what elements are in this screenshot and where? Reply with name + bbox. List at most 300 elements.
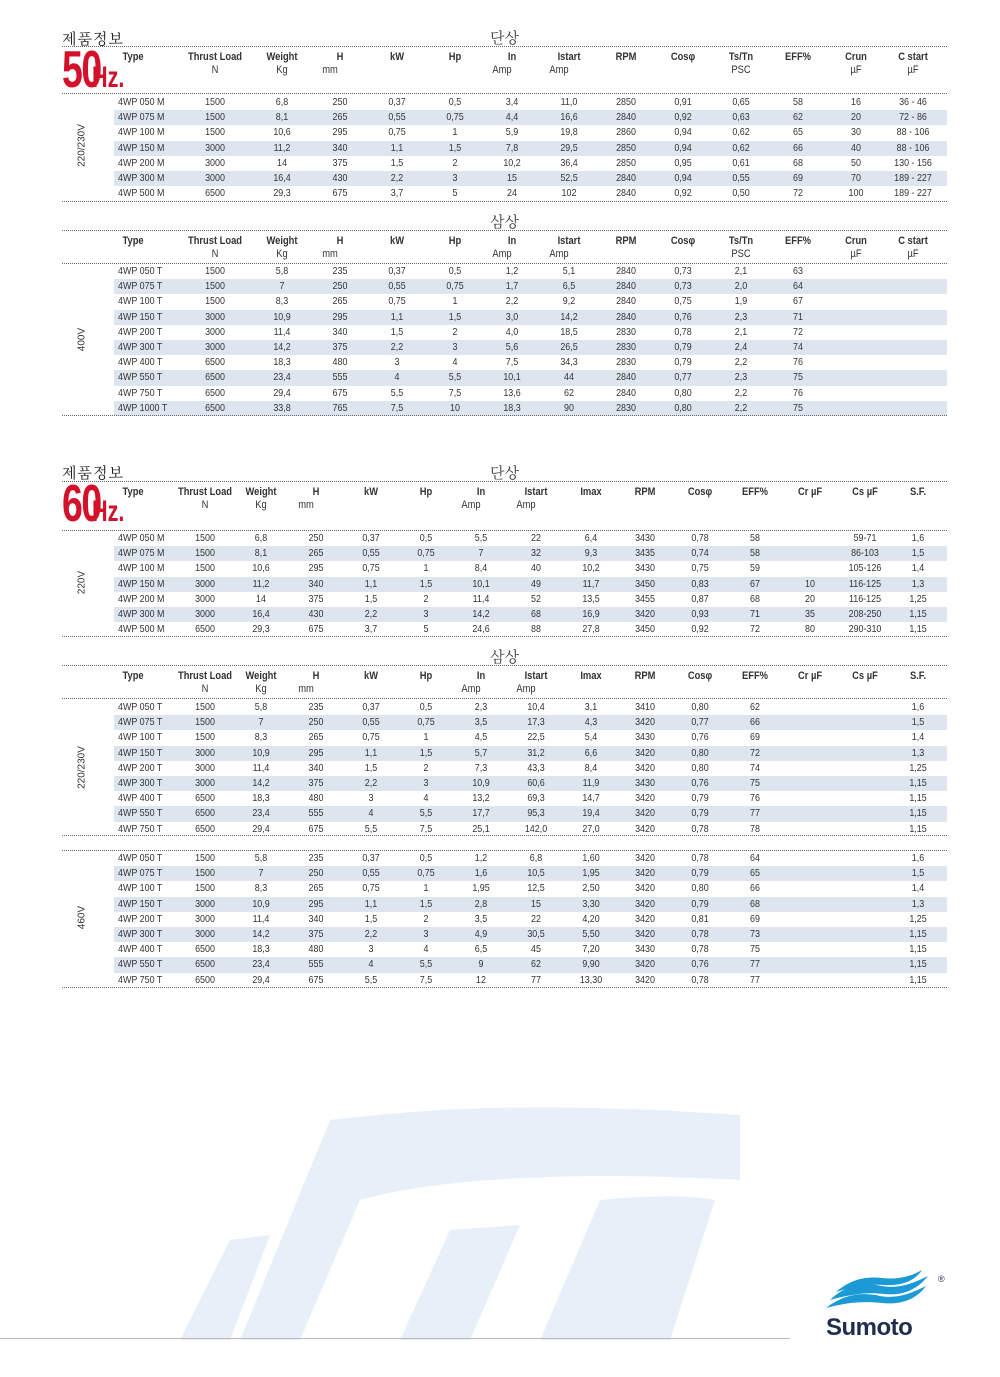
column-unit: Amp bbox=[492, 248, 512, 260]
column-header: kW bbox=[389, 51, 405, 63]
table-cell: 4WP 750 T bbox=[118, 822, 163, 835]
column-header: Type bbox=[122, 486, 144, 498]
table-cell: 22 bbox=[531, 532, 541, 544]
table-cell: 235 bbox=[332, 265, 348, 277]
table-cell: 1500 bbox=[195, 562, 215, 575]
table-cell: 5,5 bbox=[474, 532, 488, 544]
column-header: Istart bbox=[557, 51, 581, 63]
column-unit: Kg bbox=[255, 499, 267, 511]
table-cell: 44 bbox=[564, 371, 574, 384]
table-cell: 5,8 bbox=[275, 265, 289, 277]
column-header: H bbox=[336, 235, 344, 247]
table-cell: 2850 bbox=[616, 96, 636, 108]
table-cell: 14,2 bbox=[560, 310, 578, 323]
table-cell: 66 bbox=[793, 141, 803, 154]
table-cell: 0,78 bbox=[691, 928, 709, 940]
table-cell: 69,3 bbox=[527, 792, 545, 805]
table-cell: 59 bbox=[750, 562, 760, 575]
table-cell: 2,1 bbox=[734, 265, 748, 277]
table-cell: 10,2 bbox=[582, 562, 600, 575]
table-cell: 1,2 bbox=[474, 852, 488, 864]
column-header: Istart bbox=[524, 670, 548, 682]
column-header: Hp bbox=[419, 670, 433, 682]
table-cell: 10,1 bbox=[472, 577, 490, 590]
table-row bbox=[114, 141, 947, 156]
table-cell: 0,55 bbox=[388, 111, 406, 124]
column-header: Weight bbox=[266, 235, 298, 247]
table-cell: 1,9 bbox=[734, 295, 748, 308]
column-header: Crun bbox=[845, 235, 867, 247]
column-header: Cs µF bbox=[852, 670, 878, 682]
table-row bbox=[114, 851, 947, 866]
column-header: Imax bbox=[580, 486, 602, 498]
table-cell: 2 bbox=[423, 592, 429, 605]
table-cell: 208-250 bbox=[848, 608, 882, 620]
table-row bbox=[114, 171, 947, 186]
table-cell: 4WP 150 M bbox=[118, 577, 165, 590]
table-cell: 1,15 bbox=[909, 973, 927, 986]
table-cell: 675 bbox=[332, 187, 348, 200]
table-cell: 1,1 bbox=[390, 141, 404, 154]
table-row bbox=[114, 746, 947, 761]
table-cell: 0,75 bbox=[362, 731, 380, 744]
table-row bbox=[114, 310, 947, 325]
table-cell: 72 bbox=[750, 746, 760, 759]
table-cell: 265 bbox=[308, 547, 324, 560]
table-cell: 295 bbox=[332, 126, 348, 139]
table-cell: 7,5 bbox=[390, 401, 404, 414]
table-cell: 430 bbox=[332, 172, 348, 184]
table-cell: 0,76 bbox=[691, 958, 709, 971]
table-cell: 86-103 bbox=[851, 547, 879, 560]
table-cell: 59-71 bbox=[853, 532, 877, 544]
table-cell: 77 bbox=[750, 807, 760, 820]
table-cell: 1,15 bbox=[909, 792, 927, 805]
table-cell: 62 bbox=[793, 111, 803, 124]
table-cell: 265 bbox=[308, 882, 324, 895]
table-cell: 250 bbox=[332, 96, 348, 108]
table-cell: 1500 bbox=[195, 731, 215, 744]
table-row bbox=[114, 186, 947, 201]
table-cell: 3,5 bbox=[474, 716, 488, 729]
table-cell: 4WP 200 M bbox=[118, 592, 165, 605]
table-cell: 4,9 bbox=[474, 928, 488, 940]
table-cell: 1500 bbox=[195, 701, 215, 713]
table-cell: 375 bbox=[332, 341, 348, 353]
table-cell: 7,8 bbox=[505, 141, 519, 154]
table-cell: 0,5 bbox=[419, 532, 433, 544]
table-cell: 40 bbox=[531, 562, 541, 575]
table-cell: 30 bbox=[851, 126, 861, 139]
table-cell: 74 bbox=[793, 341, 803, 353]
table-cell: 0,5 bbox=[448, 96, 462, 108]
table-cell: 295 bbox=[308, 562, 324, 575]
table-cell: 5,4 bbox=[584, 731, 598, 744]
table-cell: 0,94 bbox=[674, 172, 692, 184]
table-cell: 3420 bbox=[635, 807, 655, 820]
column-unit: PSC bbox=[731, 248, 751, 260]
table-cell: 295 bbox=[308, 746, 324, 759]
hz-60-unit: Hz. bbox=[91, 495, 125, 528]
divider bbox=[62, 415, 947, 416]
column-unit: µF bbox=[850, 64, 862, 76]
table-cell: 7,5 bbox=[419, 973, 433, 986]
table-cell: 14,2 bbox=[472, 608, 490, 620]
table-cell: 0,75 bbox=[417, 867, 435, 880]
table-cell: 0,76 bbox=[674, 310, 692, 323]
table-cell: 12 bbox=[476, 973, 486, 986]
table-cell: 65 bbox=[793, 126, 803, 139]
table-cell: 0,76 bbox=[691, 731, 709, 744]
table-cell: 3420 bbox=[635, 867, 655, 880]
table-cell: 1,5 bbox=[911, 547, 925, 560]
table-cell: 62 bbox=[564, 386, 574, 399]
table-cell: 3420 bbox=[635, 792, 655, 805]
table-cell: 23,4 bbox=[252, 807, 270, 820]
table-row bbox=[114, 156, 947, 171]
table-cell: 0,80 bbox=[691, 882, 709, 895]
table-cell: 1500 bbox=[205, 295, 225, 308]
column-header: Weight bbox=[245, 670, 277, 682]
table-cell: 75 bbox=[750, 777, 760, 789]
table-cell: 10,9 bbox=[273, 310, 291, 323]
table-cell: 1 bbox=[423, 731, 429, 744]
column-unit: µF bbox=[907, 64, 919, 76]
table-cell: 10,9 bbox=[472, 777, 490, 789]
table-cell: 2,2 bbox=[364, 928, 378, 940]
table-cell: 6,6 bbox=[584, 746, 598, 759]
table-cell: 77 bbox=[750, 958, 760, 971]
table-cell: 6500 bbox=[205, 386, 225, 399]
column-header: Weight bbox=[245, 486, 277, 498]
table-cell: 0,55 bbox=[362, 547, 380, 560]
column-header: kW bbox=[363, 670, 379, 682]
table-cell: 65 bbox=[750, 867, 760, 880]
table-cell: 2840 bbox=[616, 280, 636, 293]
table-cell: 10,9 bbox=[252, 897, 270, 910]
table-row bbox=[114, 370, 947, 385]
table-cell: 4WP 1000 T bbox=[118, 401, 168, 414]
table-cell: 4WP 300 M bbox=[118, 608, 165, 620]
table-cell: 3430 bbox=[635, 532, 655, 544]
table-row bbox=[114, 897, 947, 912]
table-cell: 4WP 075 M bbox=[118, 547, 165, 560]
table-cell: 0,75 bbox=[388, 295, 406, 308]
column-header: Thrust Load bbox=[177, 486, 233, 498]
table-cell: 10,6 bbox=[273, 126, 291, 139]
column-unit: Kg bbox=[276, 64, 288, 76]
table-cell: 0,62 bbox=[732, 126, 750, 139]
table-cell: 0,75 bbox=[388, 126, 406, 139]
table-cell: 1,4 bbox=[911, 882, 925, 895]
table-row bbox=[114, 866, 947, 881]
table-cell: 45 bbox=[531, 943, 541, 956]
table-cell: 1,15 bbox=[909, 623, 927, 636]
voltage-label: 400V bbox=[76, 327, 88, 352]
hz-50-unit: Hz. bbox=[91, 61, 125, 94]
table-cell: 7,5 bbox=[419, 822, 433, 835]
table-cell: 480 bbox=[332, 356, 348, 369]
table-cell: 4WP 050 T bbox=[118, 265, 163, 277]
table-row bbox=[114, 927, 947, 942]
divider bbox=[62, 835, 947, 836]
table-cell: 0,76 bbox=[691, 777, 709, 789]
column-header: Thrust Load bbox=[177, 670, 233, 682]
voltage-label: 220/230V bbox=[76, 124, 88, 167]
table-cell: 29,4 bbox=[273, 386, 291, 399]
table-row bbox=[114, 607, 947, 622]
column-header: Weight bbox=[266, 51, 298, 63]
table-cell: 1,25 bbox=[909, 912, 927, 925]
table-cell: 0,92 bbox=[691, 623, 709, 636]
column-unit: mm bbox=[298, 683, 314, 695]
hz-60-label bbox=[62, 474, 137, 534]
table-cell: 14,2 bbox=[273, 341, 291, 353]
table-cell: 3420 bbox=[635, 761, 655, 774]
table-row bbox=[114, 957, 947, 972]
table-cell: 0,93 bbox=[691, 608, 709, 620]
table-cell: 1,6 bbox=[911, 701, 925, 713]
table-row bbox=[114, 700, 947, 715]
table-cell: 13,30 bbox=[579, 973, 603, 986]
table-row bbox=[114, 881, 947, 896]
column-unit: N bbox=[201, 683, 209, 695]
table-cell: 250 bbox=[332, 280, 348, 293]
table-cell: 20 bbox=[851, 111, 861, 124]
table-cell: 6,5 bbox=[562, 280, 576, 293]
table-cell: 0,77 bbox=[674, 371, 692, 384]
table-cell: 11,2 bbox=[273, 141, 291, 154]
table-cell: 6500 bbox=[205, 371, 225, 384]
table-cell: 2,1 bbox=[734, 325, 748, 338]
table-cell: 34,3 bbox=[560, 356, 578, 369]
table-cell: 67 bbox=[793, 295, 803, 308]
table-cell: 3 bbox=[423, 777, 429, 789]
table-cell: 0,74 bbox=[691, 547, 709, 560]
column-header: Type bbox=[122, 235, 144, 247]
table-cell: 0,55 bbox=[388, 280, 406, 293]
hz-60-number: 60 bbox=[62, 475, 101, 533]
table-cell: 1,5 bbox=[390, 325, 404, 338]
table-cell: 40 bbox=[851, 141, 861, 154]
table-row bbox=[114, 325, 947, 340]
table-row bbox=[114, 110, 947, 125]
hz50-single-phase-title: 단상 bbox=[490, 30, 519, 47]
table-cell: 0,80 bbox=[691, 701, 709, 713]
table-cell: 3,30 bbox=[582, 897, 600, 910]
table-cell: 9,90 bbox=[582, 958, 600, 971]
column-header: Cr µF bbox=[797, 670, 823, 682]
table-cell: 1,15 bbox=[909, 777, 927, 789]
table-cell: 1500 bbox=[205, 126, 225, 139]
table-cell: 5,8 bbox=[254, 852, 268, 864]
table-cell: 0,65 bbox=[732, 96, 750, 108]
table-cell: 3435 bbox=[635, 547, 655, 560]
table-cell: 375 bbox=[308, 928, 324, 940]
table-cell: 18,3 bbox=[252, 943, 270, 956]
table-cell: 1,5 bbox=[364, 912, 378, 925]
table-cell: 4WP 075 T bbox=[118, 280, 163, 293]
table-cell: 58 bbox=[750, 547, 760, 560]
table-cell: 1,25 bbox=[909, 592, 927, 605]
table-cell: 1,4 bbox=[911, 562, 925, 575]
table-cell: 4 bbox=[394, 371, 400, 384]
table-cell: 32 bbox=[531, 547, 541, 560]
table-cell: 265 bbox=[332, 295, 348, 308]
table-cell: 1500 bbox=[195, 716, 215, 729]
table-cell: 0,94 bbox=[674, 141, 692, 154]
table-cell: 1,4 bbox=[911, 731, 925, 744]
table-cell: 17,3 bbox=[527, 716, 545, 729]
table-cell: 29,5 bbox=[560, 141, 578, 154]
table-cell: 90 bbox=[564, 401, 574, 414]
table-cell: 1,60 bbox=[582, 852, 600, 864]
table-cell: 2840 bbox=[616, 187, 636, 200]
table-cell: 68 bbox=[750, 897, 760, 910]
table-cell: 12,5 bbox=[527, 882, 545, 895]
table-cell: 1 bbox=[423, 562, 429, 575]
table-cell: 0,37 bbox=[388, 265, 406, 277]
table-cell: 7 bbox=[478, 547, 484, 560]
title-50hz: 제품정보 bbox=[62, 31, 124, 48]
hz50-three-phase-title: 삼상 bbox=[490, 214, 519, 231]
table-cell: 6500 bbox=[205, 401, 225, 414]
table-cell: 5,5 bbox=[448, 371, 462, 384]
column-unit: Amp bbox=[492, 64, 512, 76]
table-cell: 63 bbox=[793, 265, 803, 277]
table-cell: 22 bbox=[531, 912, 541, 925]
table-cell: 1,1 bbox=[364, 746, 378, 759]
column-header: Cosφ bbox=[687, 486, 713, 498]
table-cell: 105-126 bbox=[848, 562, 882, 575]
column-header: Thrust Load bbox=[187, 235, 243, 247]
table-cell: 0,55 bbox=[362, 716, 380, 729]
table-cell: 2840 bbox=[616, 386, 636, 399]
table-cell: 1500 bbox=[205, 111, 225, 124]
table-cell: 33,8 bbox=[273, 401, 291, 414]
table-cell: 25,1 bbox=[472, 822, 490, 835]
table-cell: 8,4 bbox=[584, 761, 598, 774]
table-cell: 1,95 bbox=[582, 867, 600, 880]
table-cell: 6,5 bbox=[474, 943, 488, 956]
table-cell: 2840 bbox=[616, 265, 636, 277]
column-unit: Amp bbox=[461, 683, 481, 695]
table-cell: 1,5 bbox=[911, 716, 925, 729]
table-cell: 27,8 bbox=[582, 623, 600, 636]
table-cell: 16 bbox=[851, 96, 861, 108]
table-cell: 3420 bbox=[635, 746, 655, 759]
table-cell: 2,2 bbox=[390, 341, 404, 353]
table-cell: 8,3 bbox=[254, 882, 268, 895]
column-unit: Amp bbox=[516, 499, 536, 511]
table-cell: 0,91 bbox=[674, 96, 692, 108]
table-row bbox=[114, 546, 947, 561]
table-row bbox=[114, 942, 947, 957]
table-cell: 35 bbox=[805, 608, 815, 620]
column-header: In bbox=[476, 670, 486, 682]
table-cell: 2,8 bbox=[474, 897, 488, 910]
table-cell: 4WP 300 M bbox=[118, 172, 165, 184]
table-row bbox=[114, 761, 947, 776]
table-cell: 9,3 bbox=[584, 547, 598, 560]
table-cell: 1,1 bbox=[364, 577, 378, 590]
hz60-single-phase-title: 단상 bbox=[490, 465, 519, 482]
table-cell: 77 bbox=[750, 973, 760, 986]
table-cell: 2830 bbox=[616, 356, 636, 369]
table-cell: 0,5 bbox=[419, 701, 433, 713]
table-cell: 3000 bbox=[205, 141, 225, 154]
table-cell: 3430 bbox=[635, 943, 655, 956]
table-cell: 0,75 bbox=[417, 547, 435, 560]
table-cell: 3420 bbox=[635, 897, 655, 910]
table-cell: 2,3 bbox=[474, 701, 488, 713]
table-row bbox=[114, 791, 947, 806]
table-cell: 60,6 bbox=[527, 777, 545, 789]
table-cell: 4WP 200 M bbox=[118, 156, 165, 169]
divider bbox=[62, 698, 947, 699]
table-cell: 0,79 bbox=[691, 897, 709, 910]
table-cell: 340 bbox=[308, 912, 324, 925]
table-cell: 3455 bbox=[635, 592, 655, 605]
table-cell: 2,3 bbox=[734, 310, 748, 323]
table-cell: 4WP 050 T bbox=[118, 852, 163, 864]
table-cell: 1,5 bbox=[911, 867, 925, 880]
column-header: H bbox=[312, 486, 320, 498]
column-unit: mm bbox=[298, 499, 314, 511]
table-cell: 290-310 bbox=[848, 623, 882, 636]
table-cell: 0,80 bbox=[691, 746, 709, 759]
table-cell: 1,5 bbox=[364, 592, 378, 605]
brand-name: Sumoto bbox=[826, 1314, 913, 1341]
table-cell: 0,78 bbox=[691, 852, 709, 864]
table-cell: 0,37 bbox=[362, 701, 380, 713]
table-cell: 6500 bbox=[195, 792, 215, 805]
table-cell: 6500 bbox=[205, 187, 225, 200]
table-cell: 18,5 bbox=[560, 325, 578, 338]
table-cell: 295 bbox=[308, 897, 324, 910]
table-cell: 62 bbox=[750, 701, 760, 713]
table-cell: 6,4 bbox=[584, 532, 598, 544]
table-cell: 3420 bbox=[635, 822, 655, 835]
table-cell: 3,7 bbox=[364, 623, 378, 636]
table-cell: 7 bbox=[258, 867, 264, 880]
column-header: In bbox=[476, 486, 486, 498]
table-cell: 1,3 bbox=[911, 897, 925, 910]
table-cell: 5 bbox=[452, 187, 458, 200]
table-cell: 250 bbox=[308, 532, 324, 544]
table-cell: 11,0 bbox=[560, 96, 578, 108]
table-cell: 4,20 bbox=[582, 912, 600, 925]
table-cell: 3410 bbox=[635, 701, 655, 713]
table-cell: 4WP 550 T bbox=[118, 958, 163, 971]
table-cell: 1,5 bbox=[390, 156, 404, 169]
table-cell: 4WP 050 T bbox=[118, 701, 163, 713]
table-row bbox=[114, 401, 947, 416]
divider bbox=[62, 636, 947, 637]
table-cell: 1,5 bbox=[419, 897, 433, 910]
table-cell: 4,5 bbox=[474, 731, 488, 744]
column-header: Hp bbox=[448, 235, 462, 247]
table-cell: 6500 bbox=[195, 822, 215, 835]
table-cell: 0,79 bbox=[691, 807, 709, 820]
table-row bbox=[114, 912, 947, 927]
table-cell: 675 bbox=[308, 623, 324, 636]
table-cell: 80 bbox=[805, 623, 815, 636]
table-row bbox=[114, 95, 947, 110]
table-cell: 4WP 100 T bbox=[118, 882, 163, 895]
table-cell: 72 - 86 bbox=[899, 111, 927, 124]
table-cell: 4,3 bbox=[584, 716, 598, 729]
